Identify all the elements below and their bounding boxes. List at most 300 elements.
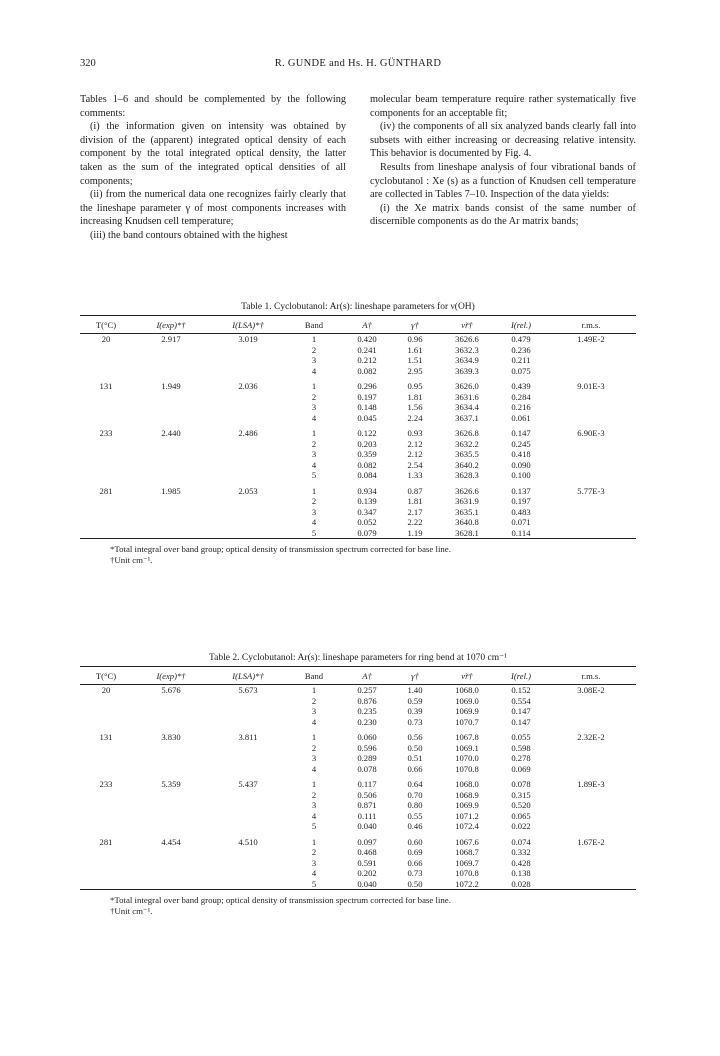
cell-band: 2 <box>311 391 317 402</box>
cell-intensity-rel: 0.147 <box>511 428 531 438</box>
cell-intensity-lsa <box>210 821 286 832</box>
cell-band: 2 <box>311 742 317 753</box>
column-header-amplitude: A† <box>342 667 392 685</box>
cell-intensity-lsa <box>210 753 286 764</box>
cell-amplitude: 0.117 <box>357 779 377 789</box>
paragraph: (i) the information given on intensity was obtained by division of the (apparent) integrated optical density of each component by the total integrated optical density, the latter taken as the sum of the integrated optical densities of all components; <box>80 121 346 187</box>
cell-amplitude: 0.202 <box>357 868 377 878</box>
cell-temperature <box>80 439 132 450</box>
cell-band: 3 <box>311 402 317 412</box>
cell-intensity-exp <box>132 413 210 424</box>
cell-intensity-exp <box>132 449 210 460</box>
table-row <box>80 528 636 539</box>
cell-wavenumber: 1068.0 <box>455 685 479 695</box>
cell-rms <box>546 717 636 728</box>
cell-amplitude: 0.082 <box>357 459 377 470</box>
cell-wavenumber: 1070.8 <box>455 763 479 774</box>
cell-rms <box>546 743 636 754</box>
table-row <box>80 507 636 518</box>
column-header-temperature: T(°C) <box>80 316 132 334</box>
cell-amplitude: 0.230 <box>357 716 377 727</box>
cell-band: 5 <box>311 470 317 480</box>
page-number: 320 <box>80 58 96 69</box>
cell-intensity-rel: 0.028 <box>496 879 546 890</box>
cell-amplitude: 0.097 <box>357 836 377 847</box>
cell-rms <box>546 858 636 869</box>
column-header-wavenumber: ν̃r† <box>438 667 496 685</box>
cell-amplitude: 0.257 <box>357 685 377 695</box>
cell-intensity-lsa <box>210 345 286 356</box>
cell-temperature <box>80 811 132 822</box>
cell-amplitude: 0.359 <box>357 449 377 459</box>
table-row <box>80 706 636 717</box>
cell-rms <box>546 528 636 539</box>
cell-intensity-exp <box>132 764 210 775</box>
column-header-band: Band <box>286 316 342 334</box>
cell-band: 2 <box>311 695 317 706</box>
cell-wavenumber: 3640.8 <box>455 517 479 527</box>
cell-gamma: 1.81 <box>407 391 423 402</box>
cell-rms <box>546 470 636 481</box>
cell-rms <box>546 706 636 717</box>
cell-band: 4 <box>311 868 317 878</box>
cell-band: 3 <box>311 857 317 868</box>
cell-intensity-lsa <box>210 868 286 879</box>
cell-rms <box>546 496 636 507</box>
table-row <box>80 800 636 811</box>
cell-wavenumber: 1068.0 <box>455 779 479 789</box>
table-2 <box>80 650 636 916</box>
footnote: †Unit cm⁻¹. <box>110 905 153 916</box>
cell-intensity-lsa: 4.510 <box>238 836 258 847</box>
cell-rms <box>546 847 636 858</box>
cell-wavenumber: 3637.1 <box>455 412 479 423</box>
cell-band: 4 <box>311 517 317 527</box>
column-header-band: Band <box>286 667 342 685</box>
cell-gamma: 0.73 <box>407 868 423 878</box>
cell-gamma: 2.22 <box>407 517 423 527</box>
cell-gamma: 0.66 <box>407 763 423 774</box>
table-row <box>80 811 636 822</box>
cell-temperature <box>80 366 132 377</box>
cell-rms: 3.08E-2 <box>577 685 605 695</box>
cell-intensity-rel: 0.284 <box>511 391 531 402</box>
cell-rms <box>546 790 636 801</box>
cell-rms <box>546 439 636 450</box>
table-row <box>80 402 636 413</box>
cell-intensity-rel: 0.479 <box>511 334 531 344</box>
cell-band: 1 <box>311 732 317 742</box>
cell-wavenumber: 1069.9 <box>455 800 479 810</box>
paragraph: (iii) the band contours obtained with the highest <box>90 229 288 241</box>
header-row <box>80 667 636 685</box>
cell-intensity-exp <box>132 402 210 413</box>
table-row <box>80 345 636 356</box>
cell-intensity-lsa <box>210 366 286 377</box>
cell-amplitude: 0.084 <box>357 470 377 480</box>
cell-band: 5 <box>286 879 342 890</box>
cell-wavenumber: 1067.6 <box>455 836 479 847</box>
cell-intensity-rel: 0.147 <box>511 716 531 727</box>
column-header-wavenumber: ν̃r† <box>438 316 496 334</box>
column-header-temperature: T(°C) <box>80 667 132 685</box>
cell-gamma: 2.24 <box>407 412 423 423</box>
cell-intensity-lsa <box>210 402 286 413</box>
cell-gamma: 0.59 <box>407 695 423 706</box>
cell-amplitude: 0.420 <box>357 334 377 344</box>
cell-intensity-rel: 0.428 <box>511 857 531 868</box>
cell-wavenumber: 1067.8 <box>455 732 479 742</box>
cell-amplitude: 0.078 <box>357 763 377 774</box>
cell-gamma: 0.66 <box>407 857 423 868</box>
cell-rms <box>546 879 636 890</box>
cell-rms <box>546 345 636 356</box>
cell-intensity-rel: 0.090 <box>511 459 531 470</box>
cell-temperature <box>80 460 132 471</box>
cell-amplitude: 0.111 <box>357 810 377 821</box>
cell-gamma: 0.46 <box>407 821 423 831</box>
cell-wavenumber: 1072.2 <box>438 879 496 890</box>
cell-temperature <box>80 753 132 764</box>
table-row <box>80 717 636 728</box>
column-header-intensity-exp: I(exp)*† <box>132 667 210 685</box>
cell-gamma: 0.55 <box>407 810 423 821</box>
table-caption: Table 1. Cyclobutanol: Ar(s): lineshape parameters for ν(OH) <box>241 302 475 312</box>
cell-intensity-exp <box>132 790 210 801</box>
cell-gamma: 0.50 <box>407 742 423 753</box>
cell-temperature <box>80 847 132 858</box>
header-row <box>80 316 636 334</box>
table-row <box>80 790 636 801</box>
cell-intensity-exp <box>132 743 210 754</box>
cell-amplitude: 0.241 <box>357 344 377 355</box>
paragraph: (ii) from the numerical data one recognizes fairly clearly that the lineshape parameter γ of most components increases with increasing Knudsen cell temperature; <box>80 189 346 228</box>
cell-gamma: 0.87 <box>407 485 423 496</box>
cell-intensity-exp: 1.985 <box>161 485 181 496</box>
cell-gamma: 2.17 <box>407 506 423 517</box>
cell-wavenumber: 3626.0 <box>455 381 479 391</box>
cell-intensity-rel: 0.147 <box>511 706 531 716</box>
cell-gamma: 0.93 <box>407 428 423 438</box>
cell-amplitude: 0.052 <box>357 517 377 527</box>
cell-band: 4 <box>311 716 317 727</box>
cell-intensity-lsa <box>210 392 286 403</box>
cell-rms <box>546 753 636 764</box>
cell-intensity-lsa <box>210 696 286 707</box>
cell-temperature: 281 <box>99 485 113 496</box>
cell-intensity-exp <box>132 439 210 450</box>
table-row <box>80 685 636 696</box>
cell-wavenumber: 1070.7 <box>455 716 479 727</box>
cell-temperature: 131 <box>99 381 113 391</box>
cell-wavenumber: 1068.7 <box>455 847 479 857</box>
cell-gamma: 1.56 <box>407 402 423 412</box>
cell-rms <box>546 402 636 413</box>
cell-intensity-exp <box>132 717 210 728</box>
cell-gamma: 1.40 <box>407 685 423 695</box>
cell-amplitude: 0.235 <box>357 706 377 716</box>
table-row <box>80 774 636 790</box>
cell-intensity-lsa <box>210 470 286 481</box>
cell-intensity-rel: 0.138 <box>511 868 531 878</box>
cell-wavenumber: 3626.6 <box>455 485 479 496</box>
table-row <box>80 413 636 424</box>
running-title: R. GUNDE and Hs. H. GÜNTHARD <box>274 58 442 69</box>
cell-amplitude: 0.045 <box>357 412 377 423</box>
cell-intensity-rel: 0.520 <box>511 800 531 810</box>
cell-intensity-lsa <box>210 764 286 775</box>
cell-intensity-lsa <box>210 790 286 801</box>
cell-intensity-rel: 0.137 <box>511 485 531 496</box>
cell-gamma: 0.80 <box>407 800 423 810</box>
column-header-gamma: γ† <box>392 667 438 685</box>
table-row <box>80 727 636 743</box>
cell-wavenumber: 3631.9 <box>455 496 479 506</box>
cell-temperature <box>80 507 132 518</box>
cell-intensity-rel: 0.100 <box>511 470 531 480</box>
cell-intensity-rel: 0.075 <box>511 365 531 376</box>
cell-band: 4 <box>311 459 317 470</box>
cell-rms <box>546 764 636 775</box>
table-body <box>80 685 636 890</box>
cell-wavenumber: 1071.2 <box>455 810 479 821</box>
cell-temperature <box>80 449 132 460</box>
cell-intensity-lsa: 5.673 <box>238 685 258 695</box>
cell-intensity-exp <box>132 706 210 717</box>
table-row <box>80 470 636 481</box>
cell-intensity-exp <box>132 528 210 539</box>
cell-temperature <box>80 879 132 890</box>
cell-wavenumber: 3635.1 <box>455 506 479 517</box>
cell-rms <box>546 507 636 518</box>
cell-intensity-rel: 0.071 <box>511 517 531 527</box>
cell-intensity-exp <box>132 507 210 518</box>
cell-temperature <box>80 717 132 728</box>
table-header <box>80 667 636 685</box>
data-table <box>80 666 636 890</box>
cell-amplitude: 0.876 <box>357 695 377 706</box>
cell-gamma: 0.69 <box>407 847 423 857</box>
cell-intensity-rel: 0.245 <box>511 438 531 449</box>
cell-intensity-exp <box>132 811 210 822</box>
column-header-rms: r.m.s. <box>546 667 636 685</box>
cell-band: 1 <box>311 485 317 496</box>
cell-intensity-lsa <box>210 413 286 424</box>
cell-gamma: 2.95 <box>407 365 423 376</box>
cell-wavenumber: 3634.4 <box>455 402 479 412</box>
cell-wavenumber: 3632.3 <box>455 344 479 355</box>
table-row <box>80 334 636 345</box>
column-header-intensity-lsa: I(LSA)*† <box>210 316 286 334</box>
cell-rms <box>546 366 636 377</box>
cell-wavenumber: 1069.0 <box>455 695 479 706</box>
table-row <box>80 753 636 764</box>
cell-intensity-rel: 0.065 <box>511 810 531 821</box>
cell-amplitude: 0.871 <box>357 800 377 810</box>
cell-rms: 1.49E-2 <box>577 334 605 344</box>
cell-intensity-exp <box>132 800 210 811</box>
cell-intensity-exp: 5.676 <box>161 685 181 695</box>
table-row <box>80 847 636 858</box>
cell-temperature <box>80 470 132 481</box>
cell-intensity-lsa <box>210 460 286 471</box>
paragraph: Results from lineshape analysis of four vibrational bands of cyclobutanol : Xe (s) as a function of Knudsen cell temperature are collected in Tables 7–10. Inspection of the data yields: <box>370 161 636 201</box>
right-column <box>370 93 636 229</box>
cell-band: 2 <box>311 438 317 449</box>
column-header-intensity-exp: I(exp)*† <box>132 316 210 334</box>
cell-temperature <box>80 392 132 403</box>
cell-wavenumber: 3634.9 <box>455 355 479 365</box>
cell-intensity-lsa <box>210 355 286 366</box>
cell-intensity-exp <box>132 392 210 403</box>
cell-band: 4 <box>311 810 317 821</box>
cell-intensity-exp <box>132 460 210 471</box>
cell-intensity-rel: 0.418 <box>511 449 531 459</box>
column-header-amplitude: A† <box>342 316 392 334</box>
cell-gamma: 1.33 <box>407 470 423 480</box>
cell-intensity-lsa <box>210 449 286 460</box>
cell-rms: 1.89E-3 <box>577 779 605 789</box>
cell-gamma: 1.51 <box>407 355 423 365</box>
cell-amplitude: 0.122 <box>357 428 377 438</box>
cell-rms <box>546 811 636 822</box>
cell-intensity-exp <box>132 470 210 481</box>
cell-intensity-lsa <box>210 847 286 858</box>
cell-intensity-exp <box>132 355 210 366</box>
cell-rms <box>546 460 636 471</box>
cell-intensity-rel: 0.236 <box>511 344 531 355</box>
cell-temperature <box>80 528 132 539</box>
cell-band: 3 <box>311 355 317 365</box>
table-row <box>80 392 636 403</box>
cell-intensity-exp <box>132 345 210 356</box>
cell-intensity-rel: 0.598 <box>511 742 531 753</box>
cell-intensity-lsa: 5.437 <box>238 779 258 789</box>
table-row <box>80 696 636 707</box>
footnote: *Total integral over band group; optical density of transmission spectrum corrected for base line. <box>110 544 451 554</box>
left-column <box>80 93 346 243</box>
cell-intensity-rel: 0.114 <box>496 528 546 539</box>
cell-temperature <box>80 790 132 801</box>
cell-intensity-lsa <box>210 496 286 507</box>
cell-gamma: 0.96 <box>407 334 423 344</box>
cell-wavenumber: 1070.8 <box>455 868 479 878</box>
cell-intensity-exp <box>132 821 210 832</box>
column-header-intensity-rel: I(rel.) <box>496 316 546 334</box>
table-row <box>80 832 636 848</box>
cell-gamma: 0.39 <box>407 706 423 716</box>
cell-gamma: 0.50 <box>392 879 438 890</box>
paragraph: (iv) the components of all six analyzed bands clearly fall into subsets with either increasing or decreasing relative intensity. This behavior is documented by Fig. 4. <box>370 121 636 160</box>
cell-band: 1 <box>311 779 317 789</box>
table-row <box>80 743 636 754</box>
cell-amplitude: 0.060 <box>357 732 377 742</box>
cell-wavenumber: 3640.2 <box>455 459 479 470</box>
cell-wavenumber: 3639.3 <box>455 365 479 376</box>
cell-intensity-lsa: 3.811 <box>238 732 258 742</box>
cell-intensity-exp <box>132 517 210 528</box>
cell-wavenumber: 3626.8 <box>455 428 479 438</box>
cell-intensity-exp <box>132 366 210 377</box>
cell-band: 1 <box>311 334 317 344</box>
cell-intensity-exp <box>132 753 210 764</box>
cell-intensity-exp: 1.949 <box>161 381 181 391</box>
cell-temperature <box>80 743 132 754</box>
cell-band: 5 <box>311 821 317 831</box>
cell-intensity-lsa <box>210 879 286 890</box>
cell-band: 3 <box>311 753 317 763</box>
cell-amplitude: 0.591 <box>357 857 377 868</box>
cell-intensity-rel: 0.152 <box>511 685 531 695</box>
cell-temperature <box>80 764 132 775</box>
cell-band: 3 <box>311 449 317 459</box>
table-row <box>80 481 636 497</box>
footnote: *Total integral over band group; optical density of transmission spectrum corrected for base line. <box>110 895 451 905</box>
cell-wavenumber: 1072.4 <box>455 821 479 831</box>
cell-band: 5 <box>286 528 342 539</box>
table-row <box>80 858 636 869</box>
table-row <box>80 879 636 890</box>
cell-intensity-lsa <box>210 743 286 754</box>
cell-wavenumber: 3631.6 <box>455 391 479 402</box>
table-row <box>80 355 636 366</box>
cell-intensity-exp <box>132 696 210 707</box>
cell-intensity-rel: 0.078 <box>511 779 531 789</box>
cell-rms <box>546 392 636 403</box>
cell-gamma: 1.81 <box>407 496 423 506</box>
cell-temperature <box>80 696 132 707</box>
cell-intensity-rel: 0.022 <box>511 821 531 831</box>
cell-intensity-rel: 0.074 <box>511 836 531 847</box>
table-row <box>80 460 636 471</box>
cell-amplitude: 0.148 <box>357 402 377 412</box>
cell-wavenumber: 3628.1 <box>438 528 496 539</box>
cell-rms: 5.77E-3 <box>577 485 605 496</box>
cell-amplitude: 0.289 <box>357 753 377 763</box>
cell-rms <box>546 868 636 879</box>
table-row <box>80 517 636 528</box>
table-caption: Table 2. Cyclobutanol: Ar(s): lineshape parameters for ring bend at 1070 cm⁻¹ <box>209 653 507 663</box>
cell-intensity-rel: 0.439 <box>511 381 531 391</box>
cell-band: 4 <box>311 365 317 376</box>
table-row <box>80 449 636 460</box>
cell-temperature <box>80 858 132 869</box>
cell-band: 2 <box>311 847 317 857</box>
cell-amplitude: 0.139 <box>357 496 377 506</box>
cell-intensity-exp <box>132 879 210 890</box>
cell-intensity-exp <box>132 858 210 869</box>
cell-band: 4 <box>311 412 317 423</box>
table-footnotes <box>80 544 636 565</box>
cell-intensity-rel: 0.278 <box>511 753 531 763</box>
cell-band: 1 <box>311 428 317 438</box>
cell-amplitude: 0.468 <box>357 847 377 857</box>
cell-rms <box>546 696 636 707</box>
cell-gamma: 2.12 <box>407 449 423 459</box>
cell-rms <box>546 821 636 832</box>
cell-band: 3 <box>311 706 317 716</box>
cell-intensity-lsa: 2.036 <box>238 381 258 391</box>
table-row <box>80 821 636 832</box>
cell-rms: 9.01E-3 <box>577 381 605 391</box>
table-row <box>80 439 636 450</box>
cell-band: 2 <box>311 344 317 355</box>
cell-rms: 1.67E-2 <box>577 836 605 847</box>
cell-gamma: 0.73 <box>407 716 423 727</box>
cell-amplitude: 0.079 <box>342 528 392 539</box>
cell-wavenumber: 1068.9 <box>455 789 479 800</box>
cell-gamma: 0.64 <box>407 779 423 789</box>
